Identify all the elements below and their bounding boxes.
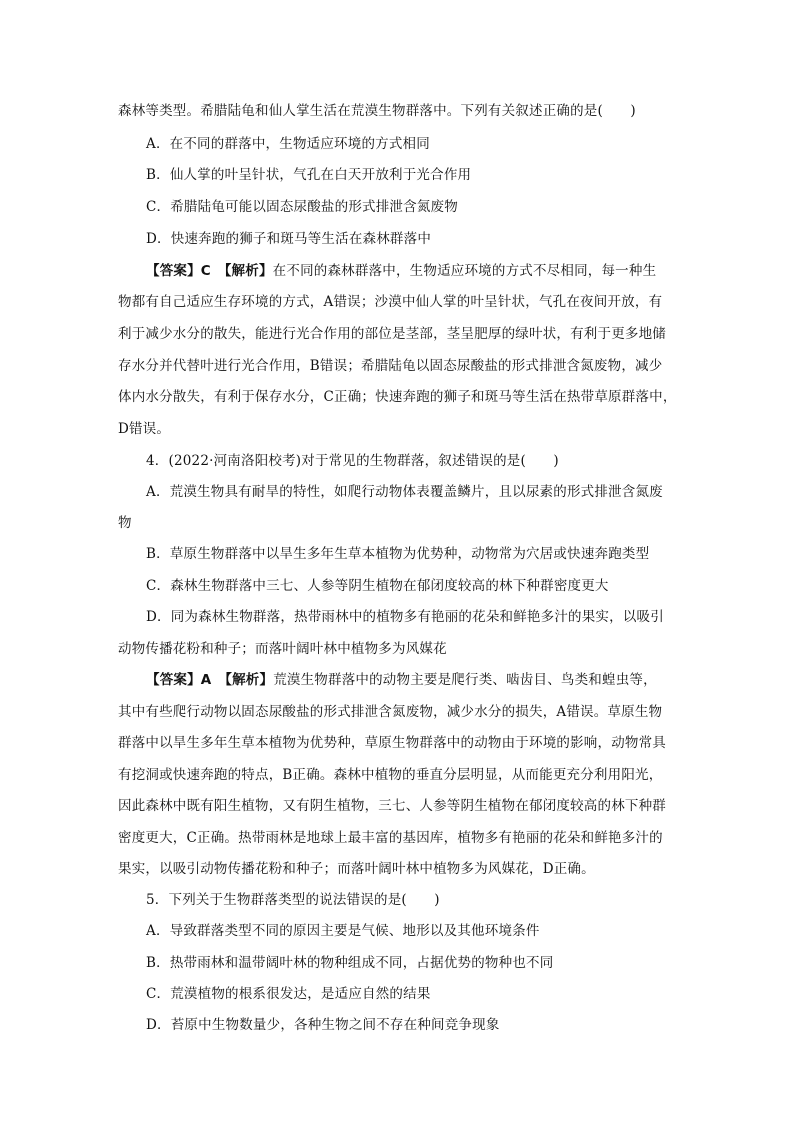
q5-option-d: D．苔原中生物数量少，各种生物之间不存在种间竞争现象 [146,1017,500,1033]
q4-answer-line [146,670,657,690]
q3-analysis-line: 在不同的森林群落中，生物适应环境的方式不尽相同，每一种生 [272,263,657,279]
q4-analysis-line: 有挖洞或快速奔跑的特点，B正确。森林中植物的垂直分层明显，从而能更充分利用阳光， [118,767,663,783]
q3-answer-label: 【答案】C 【解析】 [146,263,273,279]
q4-analysis-line: 群落中以旱生多年生草本植物为优势种，草原生物群落中的动物由于环境的影响，动物常具 [118,735,666,751]
q4-option-a-continued: 物 [118,515,132,531]
q3-option-d: D．快速奔跑的狮子和斑马等生活在森林群落中 [146,231,432,247]
question-3-stem-tail: 森林等类型。希腊陆龟和仙人掌生活在荒漠生物群落中。下列有关叙述正确的是( ) [118,103,636,119]
q4-option-c: C．森林生物群落中三七、人参等阴生植物在郁闭度较高的林下种群密度更大 [146,578,609,594]
q4-analysis-line: 荒漠生物群落中的动物主要是爬行类、啮齿目、鸟类和蝗虫等， [273,672,657,688]
question-4-stem: 4．(2022·河南洛阳校考)对于常见的生物群落，叙述错误的是( ) [146,453,559,469]
q3-analysis-line: D错误。 [118,421,171,437]
q4-analysis-line: 密度更大，C正确。热带雨林是地球上最丰富的基因库，植物多有艳丽的花朵和鲜艳多汁的 [118,830,663,846]
q4-analysis-line: 其中有些爬行动物以固态尿酸盐的形式排泄含氮废物，减少水分的损失，A错误。草原生物 [118,704,663,720]
q5-option-a: A．导致群落类型不同的原因主要是气候、地形以及其他环境条件 [146,923,540,939]
q3-analysis-line: 物都有自己适应生存环境的方式，A错误；沙漠中仙人掌的叶呈针状，气孔在夜间开放，有 [118,294,663,310]
q4-option-d: D．同为森林生物群落，热带雨林中的植物多有艳丽的花朵和鲜艳多汁的果实，以吸引 [146,609,664,625]
q4-option-b: B．草原生物群落中以旱生多年生草本植物为优势种，动物常为穴居或快速奔跑类型 [146,546,650,562]
q4-analysis-line: 果实，以吸引动物传播花粉和种子；而落叶阔叶林中植物多为风媒花，D正确。 [118,861,595,877]
q5-option-b: B．热带雨林和温带阔叶林的物种组成不同，占据优势的物种也不同 [146,955,554,971]
q3-analysis-line: 存水分并代替叶进行光合作用，B错误；希腊陆龟以固态尿酸盐的形式排泄含氮废物，减少 [118,358,663,374]
q3-option-b: B．仙人掌的叶呈针状，气孔在白天开放利于光合作用 [146,167,472,183]
q4-analysis-line: 因此森林中既有阳生植物，又有阴生植物，三七、人参等阴生植物在郁闭度较高的林下种群 [118,798,666,814]
q4-option-d-continued: 动物传播花粉和种子；而落叶阔叶林中植物多为风媒花 [118,641,447,657]
q3-analysis-line: 体内水分散失，有利于保存水分，C正确；快速奔跑的狮子和斑马等生活在热带草原群落中， [118,389,677,405]
question-5-stem: 5．下列关于生物群落类型的说法错误的是( ) [146,892,440,908]
q4-answer-label: 【答案】A 【解析】 [146,672,274,688]
q3-option-c: C．希腊陆龟可能以固态尿酸盐的形式排泄含氮废物 [146,199,458,215]
q3-answer-line [146,261,656,281]
q4-option-a: A．荒漠生物具有耐旱的特性，如爬行动物体表覆盖鳞片，且以尿素的形式排泄含氮废 [146,484,663,500]
q5-option-c: C．荒漠植物的根系很发达，是适应自然的结果 [146,986,431,1002]
q3-option-a: A．在不同的群落中，生物适应环境的方式相同 [146,136,430,152]
q3-analysis-line: 利于减少水分的散失，能进行光合作用的部位是茎部，茎呈肥厚的绿叶状，有利于更多地储 [118,326,666,342]
